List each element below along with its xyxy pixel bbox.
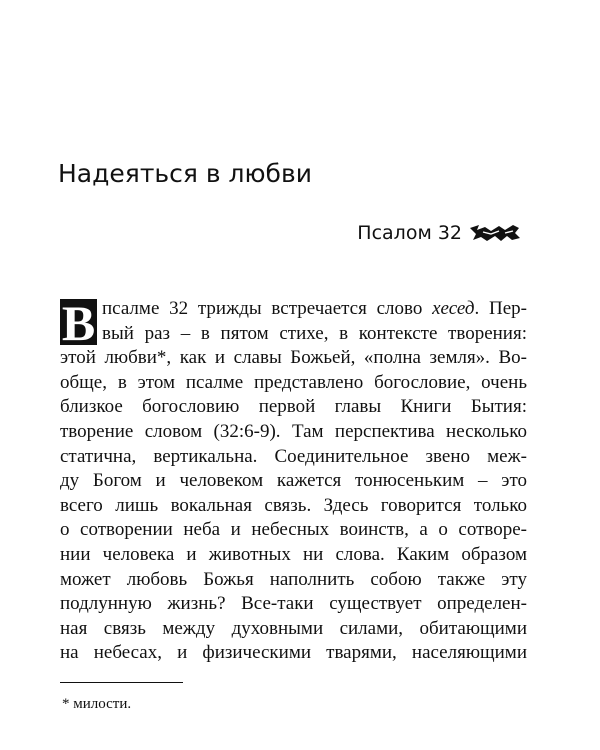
text-line: всего лишь вокальная связь. Здесь говорится только — [60, 494, 527, 516]
text-line: на небесах, и физическими тварями, населяющими — [60, 642, 527, 664]
text-line: о сотворении неба и небесных воинств, а о сотворе- — [60, 519, 527, 541]
text-line: творение словом (32:6-9). Там перспектива несколько — [60, 420, 527, 442]
text-line: этой любви*, как и славы Божьей, «полна земля». Во- — [60, 347, 527, 369]
footnote: * милости. — [62, 696, 132, 712]
text-line: подлунную жизнь? Все-таки существует определен- — [60, 593, 527, 615]
text-line: может любовь Божья наполнить собою также эту — [60, 568, 527, 590]
text-line: близкое богословию первой главы Книги Бытия: — [60, 396, 527, 418]
text-line: обще, в этом псалме представлено богословие, очень — [60, 371, 527, 393]
text-line: нии человека и животных ни слова. Каким образом — [60, 543, 527, 565]
footnote-rule — [60, 682, 183, 683]
psalm-label: Псалом 32 — [357, 222, 462, 244]
chapter-title: Надеяться в любви — [58, 159, 312, 188]
ornament-icon — [469, 222, 521, 244]
text-line: ная связь между духовными силами, обитающими — [60, 617, 527, 639]
text-line: статична, вертикальна. Соединительное звено меж- — [60, 445, 527, 467]
text-line: ду Богом и человеком кажется тонюсеньким – это — [60, 470, 527, 492]
text-line: вый раз – в пятом стихе, в контексте творения: — [102, 322, 527, 344]
body-text — [60, 297, 527, 666]
text-line: псалме 32 трижды встречается слово хесед. Пер- — [102, 298, 527, 319]
drop-cap: В — [61, 295, 96, 351]
